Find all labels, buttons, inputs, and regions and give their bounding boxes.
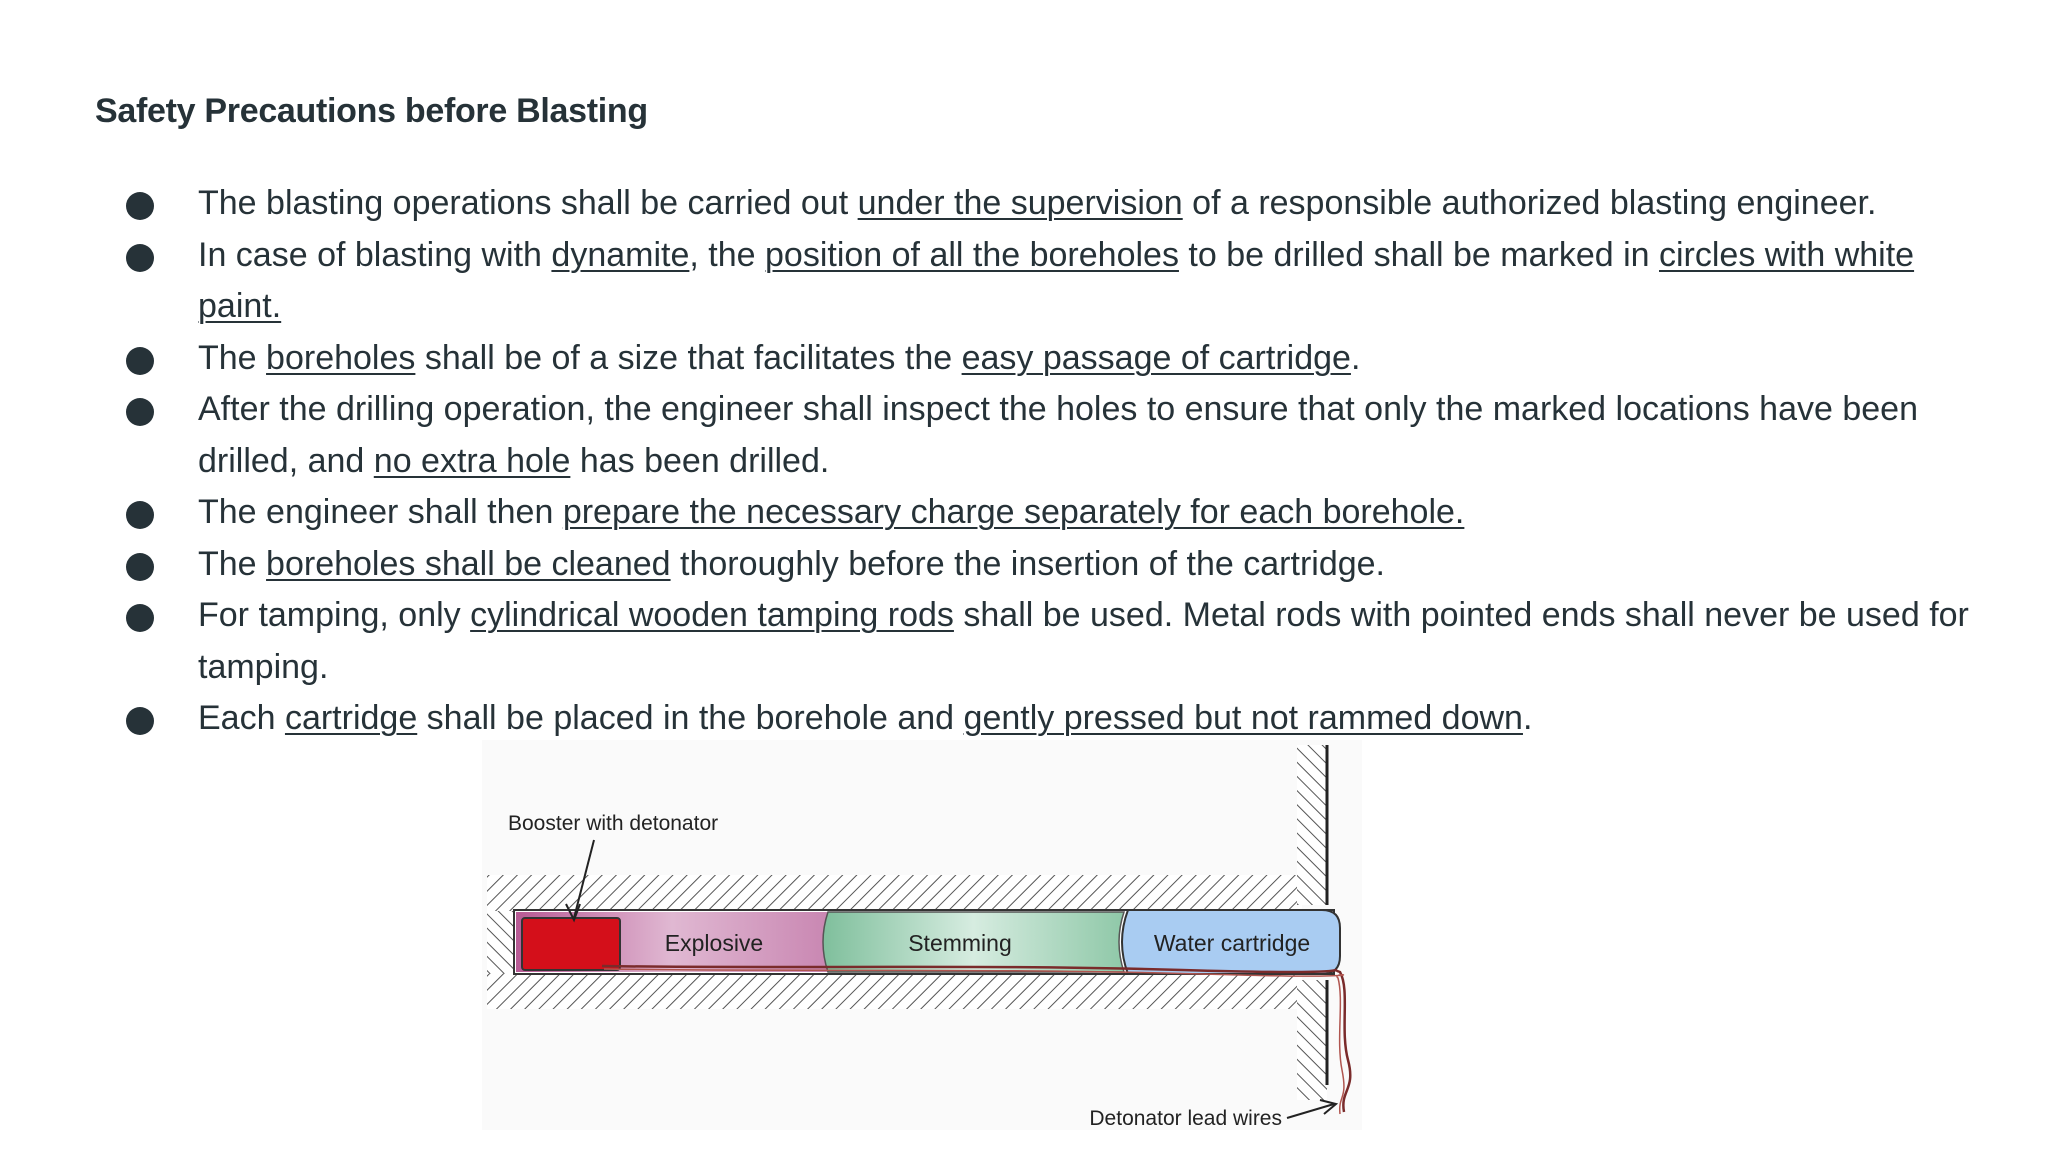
bullet-item [0, 333, 2000, 385]
bullet-text: Each [198, 699, 285, 737]
bullet-dot [126, 192, 154, 220]
page-title: Safety Precautions before Blasting [95, 92, 648, 130]
bullet-text: has been drilled. [570, 441, 830, 480]
underlined-phrase: under the supervision [857, 184, 1183, 222]
bullet-text: The blasting operations shall be carried out [198, 184, 858, 222]
bullet-item [0, 487, 2000, 539]
bullet-text: shall be used. Metal rods with pointed ends shall never be used for tamping. [198, 596, 1969, 686]
rock-hatch-top [487, 875, 1302, 911]
underlined-phrase: cylindrical wooden tamping rods [470, 596, 954, 634]
water-cartridge-label: Water cartridge [1153, 930, 1311, 956]
bullet-text: , the [689, 235, 765, 274]
bullet-text: . [1350, 338, 1361, 377]
bullet-text: . [1522, 699, 1533, 737]
bullet-dot [126, 553, 154, 581]
underlined-phrase: circles with white paint. [198, 235, 1915, 325]
rock-hatch-end [487, 911, 515, 973]
borehole-diagram [482, 740, 1362, 1130]
underlined-phrase: position of all the boreholes [765, 235, 1179, 274]
bullet-item [0, 230, 2000, 333]
bullet-item [0, 178, 2000, 230]
bullet-item [0, 384, 2000, 487]
bullet-text: to be drilled shall be marked in [1178, 235, 1659, 274]
bullet-dot [126, 347, 154, 375]
bullet-item [0, 539, 2000, 591]
underlined-phrase: boreholes [266, 338, 416, 377]
rock-hatch-face-bottom [1297, 980, 1327, 1100]
underlined-phrase: easy passage of cartridge [961, 338, 1351, 377]
bullet-text: In case of blasting with [198, 235, 552, 274]
rock-hatch-face-top [1297, 745, 1327, 905]
bullet-item [0, 590, 2000, 693]
bullet-dot [126, 501, 154, 529]
bullet-item [0, 693, 2000, 745]
stemming-label: Stemming [908, 930, 1012, 956]
booster-label: Booster with detonator [508, 812, 719, 835]
bullet-dot [126, 707, 154, 735]
underlined-phrase: gently pressed but not rammed down [963, 699, 1523, 737]
bullet-dot [126, 604, 154, 632]
underlined-phrase: no extra hole [373, 441, 571, 480]
bullet-text: For tamping, only [198, 596, 471, 634]
bullet-text: of a responsible authorized blasting engineer. [1182, 184, 1877, 222]
bullet-text: shall be placed in the borehole and [417, 699, 964, 737]
bullet-text: The [198, 338, 267, 377]
booster-block [522, 918, 620, 970]
rock-hatch-bottom [487, 973, 1302, 1009]
underlined-phrase: dynamite [551, 235, 690, 274]
underlined-phrase: cartridge [284, 699, 418, 737]
bullet-list [0, 178, 2000, 745]
bullet-text: shall be of a size that facilitates the [415, 338, 962, 377]
bullet-dot [126, 244, 154, 272]
bullet-text: After the drilling operation, the engineer shall inspect the holes to ensure that only the marked locations have been drilled, and [198, 390, 1918, 480]
detonator-wires-label: Detonator lead wires [1089, 1107, 1282, 1130]
bullet-text: The engineer shall then [198, 493, 563, 531]
underlined-phrase: prepare the necessary charge separately for each borehole. [562, 493, 1465, 531]
explosive-label: Explosive [664, 930, 764, 956]
underlined-phrase: boreholes shall be cleaned [266, 544, 671, 583]
bullet-text: The [198, 544, 267, 583]
bullet-text: thoroughly before the insertion of the cartridge. [670, 544, 1385, 583]
bullet-dot [126, 398, 154, 426]
